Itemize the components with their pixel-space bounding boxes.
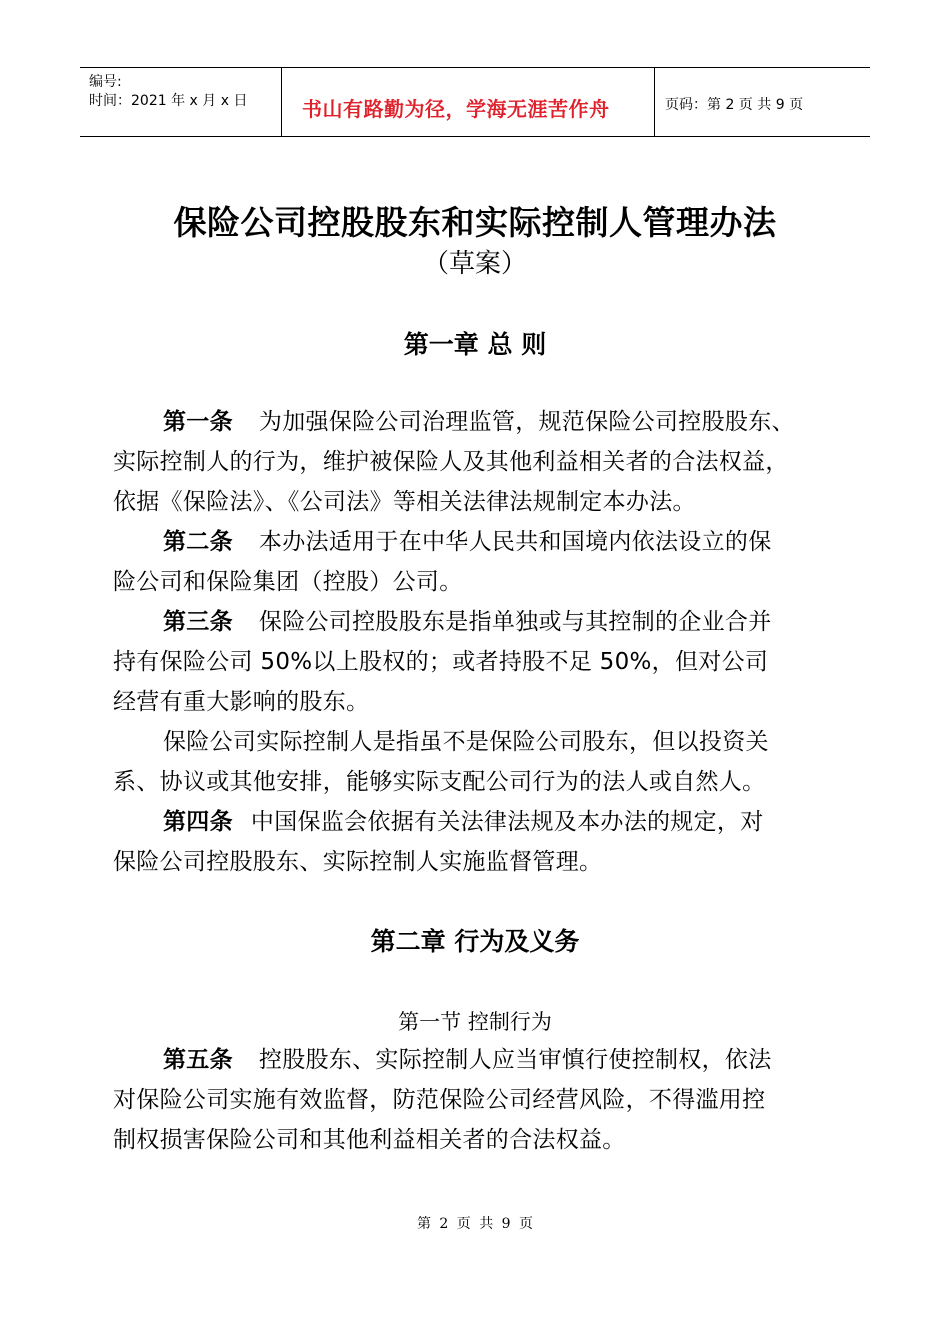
article-line [113,402,795,442]
article-line: 实际控制人的行为，维护被保险人及其他利益相关者的合法权益， [113,449,789,475]
header-page-label: 页码：第 2 页 共 9 页 [665,97,804,113]
article-text: 为加强保险公司治理监管，规范保险公司控股股东、 [258,409,795,435]
article-text: 中国保监会依据有关法律法规及本办法的规定，对 [250,809,764,835]
document-subtitle: （草案） [422,249,527,279]
article-number: 第三条 [163,609,233,635]
article-4 [113,802,764,882]
document-date-label: 时间：2021 年 x 月 x 日 [89,93,248,109]
article-line: 依据《保险法》、《公司法》等相关法律法规制定本办法。 [113,489,696,515]
article-text: 控股股东、实际控制人应当审慎行使控制权，依法 [258,1047,772,1073]
article-1 [113,402,795,522]
article-number: 第四条 [163,809,233,835]
article-2 [113,522,772,602]
section-heading-1: 第一节 控制行为 [398,1010,552,1034]
chapter-heading-2: 第二章 行为及义务 [370,927,580,956]
article-line [113,522,772,562]
chapter-heading-1: 第一章 总 则 [403,330,547,359]
article-line: 保险公司控股股东、实际控制人实施监督管理。 [113,849,603,875]
page-footer: 第 2 页 共 9 页 [416,1216,534,1232]
header-meta-cell [80,68,282,136]
article-line: 系、协议或其他安排，能够实际支配公司行为的法人或自然人。 [113,769,766,795]
article-line: 制权损害保险公司和其他利益相关者的合法权益。 [113,1127,626,1153]
article-line [113,1040,772,1080]
article-5 [113,1040,772,1160]
article-3 [113,602,772,722]
article-line: 持有保险公司 50%以上股权的；或者持股不足 50%，但对公司 [113,649,769,675]
document-title: 保险公司控股股东和实际控制人管理办法 [173,203,777,242]
header-motto-cell [282,68,655,136]
article-line [113,802,764,842]
article-number: 第五条 [163,1047,233,1073]
article-text: 本办法适用于在中华人民共和国境内依法设立的保 [258,529,772,555]
page-header-table [80,67,870,137]
header-motto: 书山有路勤为径，学海无涯苦作舟 [302,97,610,121]
article-3-paragraph-2 [113,722,769,802]
article-line: 对保险公司实施有效监督，防范保险公司经营风险，不得滥用控 [113,1087,766,1113]
article-line: 险公司和保险集团（控股）公司。 [113,569,463,595]
article-number: 第一条 [163,409,233,435]
article-text: 保险公司实际控制人是指虽不是保险公司股东，但以投资关 [163,729,769,755]
article-line [113,722,769,762]
article-line: 经营有重大影响的股东。 [113,689,370,715]
article-text: 保险公司控股股东是指单独或与其控制的企业合并 [258,609,772,635]
document-number-label: 编号: [89,74,122,90]
article-number: 第二条 [163,529,233,555]
article-line [113,602,772,642]
